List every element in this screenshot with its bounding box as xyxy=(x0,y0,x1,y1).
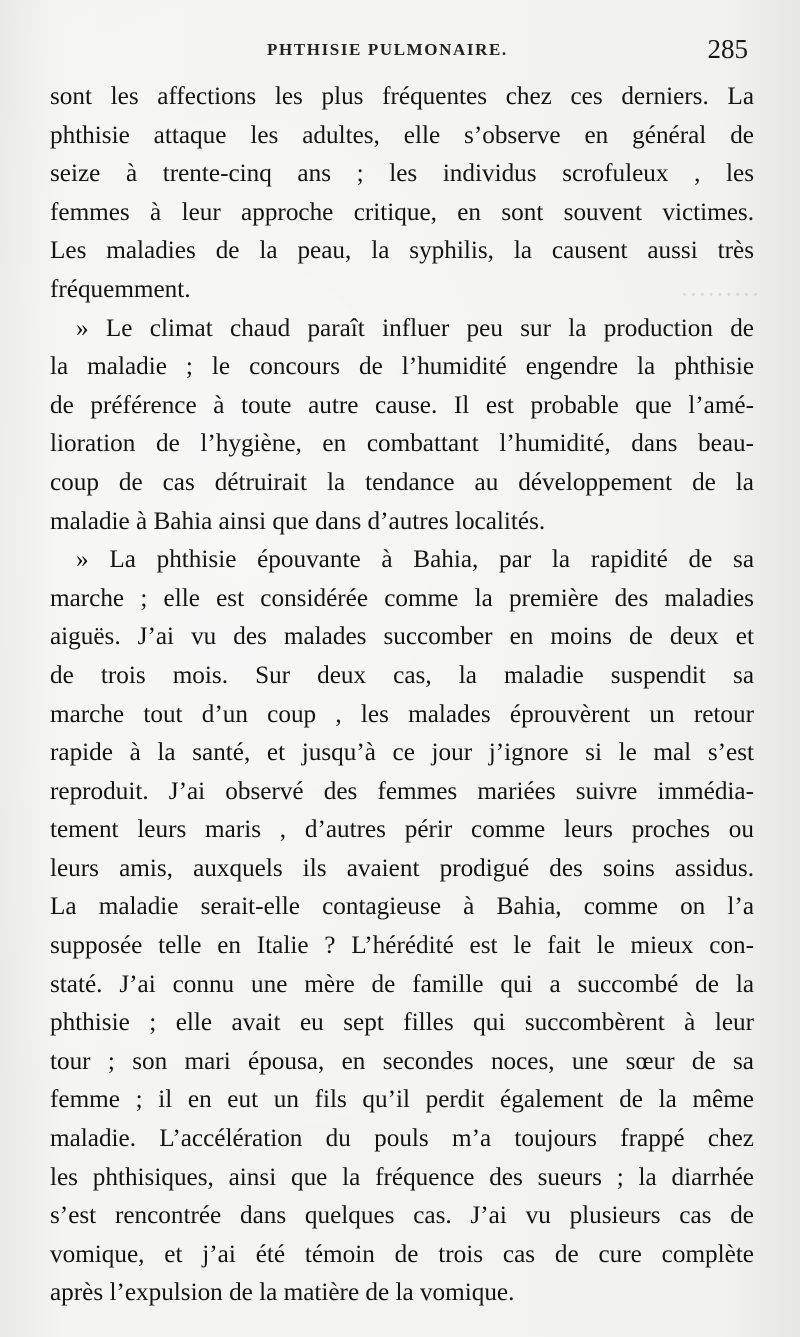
body-text xyxy=(50,78,754,1313)
bleed-through-decoration: ········· xyxy=(680,280,760,309)
text-line: aiguës. J’ai vu des malades succomber en moins de deux et xyxy=(50,623,754,651)
text-line: femmes à leur approche critique, en sont souvent victimes. xyxy=(50,198,754,226)
text-line: supposée telle en Italie ? L’hérédité est le fait le mieux con- xyxy=(50,932,754,960)
text-line: s’est rencontrée dans quelques cas. J’ai vu plusieurs cas de xyxy=(50,1202,754,1230)
text-line: marche tout d’un coup , les malades éprouvèrent un retour xyxy=(50,700,754,728)
text-line: staté. J’ai connu une mère de famille qui a succombé de la xyxy=(50,970,754,998)
running-head: PHTHISIE PULMONAIRE. xyxy=(267,40,508,59)
text-line: de préférence à toute autre cause. Il est probable que l’amé- xyxy=(50,391,754,419)
text-line: tement leurs maris , d’autres périr comme leurs proches ou xyxy=(50,816,754,844)
text-line: femme ; il en eut un fils qu’il perdit également de la même xyxy=(50,1086,754,1114)
text-line: fréquemment. xyxy=(50,275,191,303)
text-line: lioration de l’hygiène, en combattant l’humidité, dans beau- xyxy=(50,430,754,458)
text-line: seize à trente-cinq ans ; les individus scrofuleux , les xyxy=(50,160,754,188)
text-line: » La phthisie épouvante à Bahia, par la rapidité de sa xyxy=(76,546,754,574)
text-line: sont les affections les plus fréquentes chez ces derniers. La xyxy=(50,83,754,110)
page-header xyxy=(0,30,800,70)
text-line: coup de cas détruirait la tendance au développement de la xyxy=(50,468,754,496)
text-line: après l’expulsion de la matière de la vomique. xyxy=(50,1279,515,1307)
text-line: vomique, et j’ai été témoin de trois cas de cure complète xyxy=(50,1240,754,1268)
page-number: 285 xyxy=(707,34,748,64)
text-line: Les maladies de la peau, la syphilis, la causent aussi très xyxy=(50,237,754,265)
text-line: leurs amis, auxquels ils avaient prodigué des soins assidus. xyxy=(50,854,754,882)
text-line: la maladie ; le concours de l’humidité engendre la phthisie xyxy=(50,353,754,381)
text-line: reproduit. J’ai observé des femmes mariées suivre immédia- xyxy=(50,777,754,805)
text-line: phthisie ; elle avait eu sept filles qui succombèrent à leur xyxy=(50,1009,754,1037)
text-line: les phthisiques, ainsi que la fréquence des sueurs ; la diarrhée xyxy=(50,1163,754,1191)
text-line: de trois mois. Sur deux cas, la maladie suspendit sa xyxy=(50,661,754,689)
text-line: marche ; elle est considérée comme la première des maladies xyxy=(50,584,754,612)
text-line: maladie à Bahia ainsi que dans d’autres localités. xyxy=(50,507,546,535)
text-line: phthisie attaque les adultes, elle s’observe en général de xyxy=(50,121,754,149)
text-line: La maladie serait-elle contagieuse à Bahia, comme on l’a xyxy=(50,893,754,921)
text-line: rapide à la santé, et jusqu’à ce jour j’ignore si le mal s’est xyxy=(50,739,754,767)
text-line: tour ; son mari épousa, en secondes noces, une sœur de sa xyxy=(50,1047,754,1075)
text-line: » Le climat chaud paraît influer peu sur la production de xyxy=(76,314,754,342)
text-line: maladie. L’accélération du pouls m’a toujours frappé chez xyxy=(50,1125,754,1153)
